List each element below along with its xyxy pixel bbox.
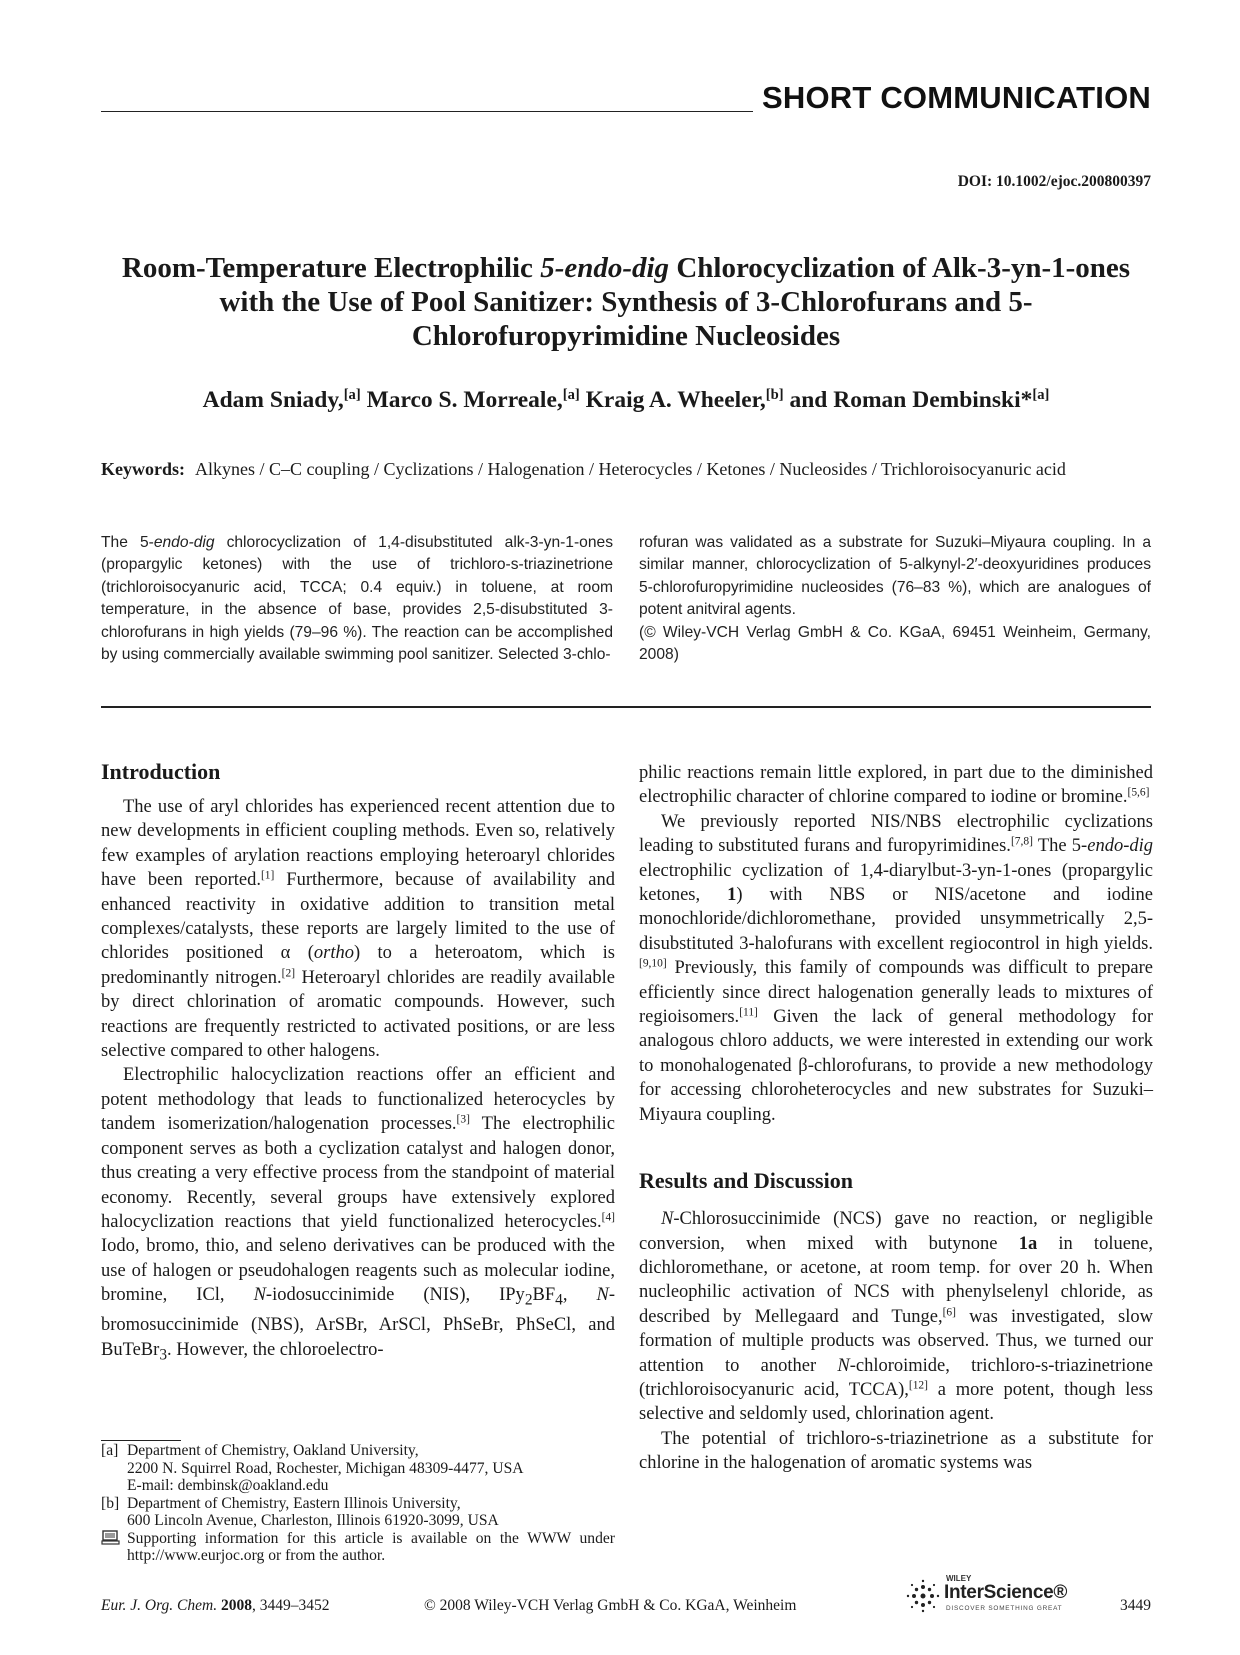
keywords-label: Keywords: — [101, 459, 185, 479]
article-title: Room-Temperature Electrophilic 5-endo-dig Chlorocyclization of Alk-3-yn-1-ones with the Use of Pool Sanitizer: Synthesis of 3-Chlorofurans and 5-Chlorofuropyrimidine Nucleosides — [121, 252, 1131, 352]
abstract-copyright: (© Wiley-VCH Verlag GmbH & Co. KGaA, 69451 Weinheim, Germany, 2008) — [639, 623, 1151, 664]
footnote-rule — [101, 1440, 181, 1441]
logo-wordmark: InterScience® — [944, 1582, 1068, 1603]
computer-icon — [101, 1530, 120, 1546]
abstract-right — [639, 532, 1151, 666]
author-email[interactable]: E-mail: dembinsk@oakland.edu — [127, 1477, 329, 1494]
abstract-text-right: rofuran was validated as a substrate for Suzuki–Miyaura coupling. In a similar manner, chlorocyclization of 5-alkynyl-2′-deoxyuridines produces 5-chlorofuropyrimidine nucleosides (76–83 %), which are analogues of potent anitviral agents. — [639, 534, 1151, 619]
abstract-text-left: The 5-endo-dig chlorocyclization of 1,4-disubstituted alk-3-yn-1-ones (propargylic ketones) with the use of trichloro-s-triazinetrione (trichloroisocyanuric acid, TCCA; 0.4 equiv.) in toluene, at room temperature, in the absence of base, provides 2,5-disubstituted 3-chlorofurans in high yields (79–96 %). The reaction can be accomplished by using commercially available swimming pool sanitizer. Selected 3-chlo- — [101, 534, 613, 664]
results-paragraph-2: The potential of trichloro-s-triazinetrione as a substitute for chlorine in the halogenation of aromatic systems was — [639, 1428, 1153, 1474]
interscience-logo[interactable] — [904, 1574, 1080, 1616]
author-list: Adam Sniady,[a] Marco S. Morreale,[a] Kraig A. Wheeler,[b] and Roman Dembinski*[a] — [202, 387, 1050, 413]
abstract-left — [101, 532, 613, 666]
intro-paragraph-3: philic reactions remain little explored, in part due to the diminished electrophilic character of chlorine compared to iodine or bromine.[5,6] — [639, 763, 1153, 808]
intro-paragraph-4: We previously reported NIS/NBS electrophilic cyclizations leading to substituted furans and furopyrimidines.[7,8] The 5-endo-dig electrophilic cyclization of 1,4-diarylbut-3-yn-1-ones (propargylic ketones, 1) with NBS or NIS/acetone and iodine monochloride/dichloromethane, provided unsymmetrically 2,5-disubstituted 3-halofurans with excellent regiocontrol in high yields.[9,10] Previously, this family of compounds was difficult to prepare efficiently since direct halogenation generally leads to mixtures of regioisomers.[11] Given the lack of general methodology for analogous chloro adducts, we were interested in extending our work to monohalogenated β-chlorofurans, to provide a new methodology for accessing chloroheterocycles and new substrates for Suzuki–Miyaura coupling. — [639, 811, 1153, 1125]
intro-paragraph-2: Electrophilic halocyclization reactions offer an efficient and potent methodology that leads to functionalized heterocycles by tandem isomerization/halogenation processes.[3] The electrophilic component serves as both a cyclization catalyst and halogen donor, thus creating a very effective process from the standpoint of material economy. Recently, several groups have extensively explored halocyclization reactions that yield functionalized heterocycles.[4] Iodo, bromo, thio, and seleno derivatives can be produced with the use of halogen or pseudohalogen reagents such as molecular iodine, bromine, ICl, N-iodosuccinimide (NIS), $IPy_2BF_4$, N-bromosuccinimide (NBS), ArSBr, ArSCl, PhSeBr, PhSeCl, and BuTeBr$_3$. However, the chloroelectro- — [101, 1065, 616, 1364]
supporting-info-text[interactable]: Supporting information for this article is available on the WWW under http://www.eurjoc.org or from the author. — [127, 1529, 615, 1564]
results-heading: Results and Discussion — [639, 1168, 853, 1194]
body-column-right — [639, 761, 1153, 1476]
keywords — [101, 457, 1151, 481]
footnote-a: [a] Department of Chemistry, Oakland University, 2200 N. Squirrel Road, Rochester, Michigan 48309-4477, USA E-mail: dembinsk@oakland.edu — [101, 1442, 615, 1495]
introduction-heading: Introduction — [101, 759, 221, 784]
abstract-rule — [101, 706, 1151, 708]
logo-wiley: WILEY — [946, 1574, 972, 1583]
interscience-logo-icon — [904, 1578, 942, 1614]
footer-copyright: © 2008 Wiley-VCH Verlag GmbH & Co. KGaA, Weinheim — [424, 1597, 797, 1614]
journal-citation: Eur. J. Org. Chem. 2008, 3449–3452 — [101, 1597, 330, 1614]
keywords-list: Alkynes / C–C coupling / Cyclizations / Halogenation / Heterocycles / Ketones / Nucleosides / Trichloroisocyanuric acid — [195, 459, 1066, 479]
doi[interactable]: DOI: 10.1002/ejoc.200800397 — [957, 173, 1151, 190]
results-paragraph-1: N-Chlorosuccinimide (NCS) gave no reaction, or negligible conversion, when mixed with butynone 1a in toluene, dichloromethane, or acetone, at room temp. for over 20 h. When nucleophilic activation of NCS with phenylselenyl chloride, as described by Mellegaard and Tunge,[6] was investigated, slow formation of multiple products was observed. Thus, we turned our attention to another N-chloroimide, trichloro-s-triazinetrione (trichloroisocyanuric acid, TCCA),[12] a more potent, though less selective and seldomly used, chlorination agent. — [639, 1209, 1154, 1425]
intro-paragraph-1: The use of aryl chlorides has experienced recent attention due to new developments in efficient coupling methods. Even so, relatively few examples of arylation reactions employing heteroaryl chlorides have been reported.[1] Furthermore, because of availability and enhanced reactivity in oxidative addition to transition metal complexes/catalysts, these reports are largely limited to the use of chlorides positioned α (ortho) to a heteroatom, which is predominantly nitrogen.[2] Heteroaryl chlorides are readily available by direct chlorination of aromatic compounds. However, such reactions are frequently restricted to activated positions, or are less selective compared to other halogens. — [101, 797, 615, 1062]
page-number: 3449 — [1120, 1597, 1151, 1614]
footnote-supporting-info — [101, 1530, 615, 1565]
section-label: SHORT COMMUNICATION — [762, 80, 1151, 115]
footnotes — [101, 1442, 615, 1565]
header-rule — [101, 111, 753, 112]
body-column-left — [101, 758, 615, 1368]
logo-tagline: DISCOVER SOMETHING GREAT — [946, 1605, 1063, 1612]
footnote-b: [b] Department of Chemistry, Eastern Illinois University, 600 Lincoln Avenue, Charleston, Illinois 61920-3099, USA — [101, 1494, 499, 1529]
